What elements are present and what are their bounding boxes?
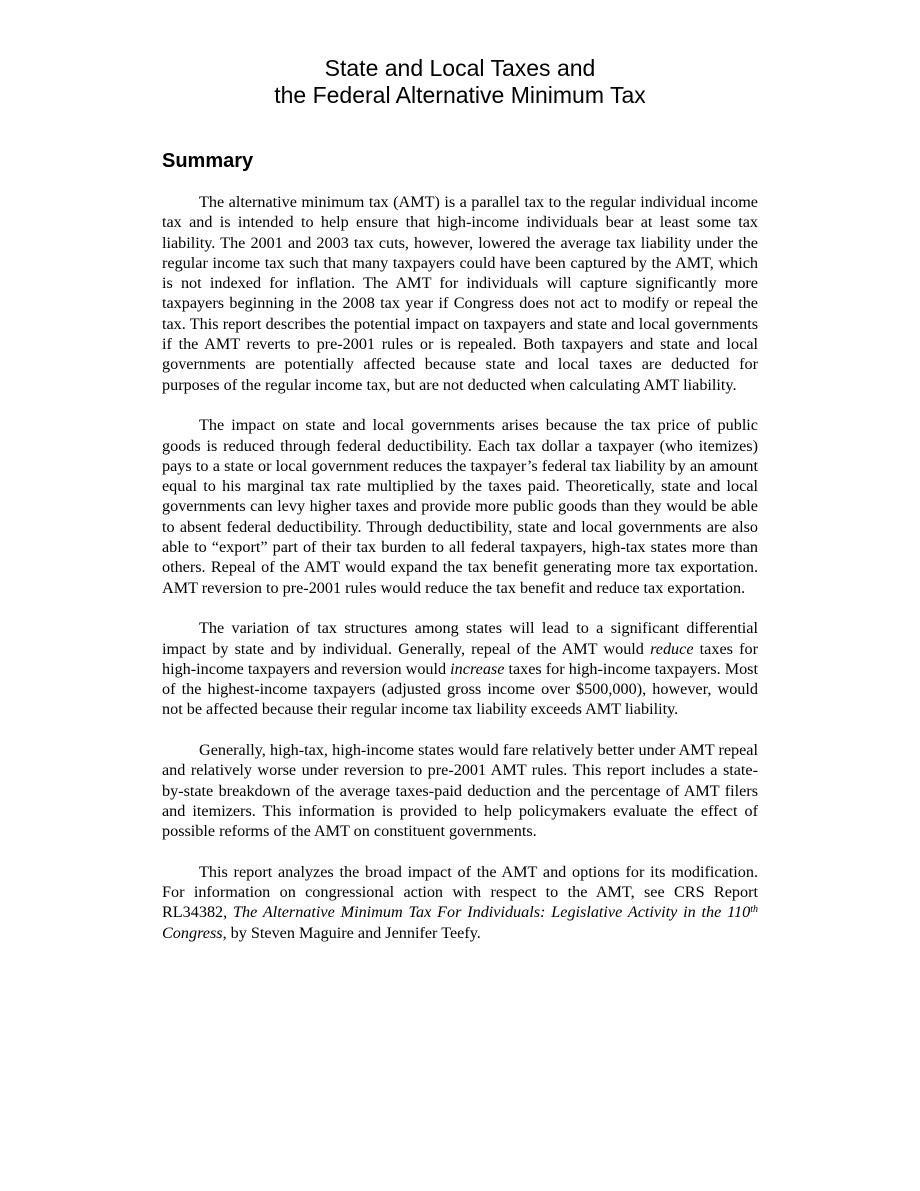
paragraph-4: Generally, high-tax, high-income states would fare relatively better under AMT repeal and relatively worse under reversion to pre-2001 AMT rules. This report includes a state-by-state breakdown of the average taxes-paid deduction and the percentage of AMT filers and itemizers. This information is provided to help policymakers evaluate the effect of possible reforms of the AMT on constituent governments. [162, 741, 758, 841]
title-line-2: the Federal Alternative Minimum Tax [274, 82, 646, 108]
paragraph-3-text-c: taxes for high-income taxpayers. Most of the highest-income taxpayers (adjusted gross income over $500,000), however, would not be affected because their regular income tax liability exceeds AMT liability. [162, 659, 758, 719]
paragraph-2: The impact on state and local governments arises because the tax price of public goods is reduced through federal deductibility. Each tax dollar a taxpayer (who itemizes) pays to a state or local government reduces the taxpayer’s federal tax liability by an amount equal to his marginal tax rate multiplied by the taxes paid. Theoretically, state and local governments can levy higher taxes and provide more public goods than they would be able to absent federal deductibility. Through deductibility, state and local governments are also able to “export” part of their tax burden to all federal taxpayers, high-tax states more than others. Repeal of the AMT would expand the tax benefit generating more tax exportation. AMT reversion to pre-2001 rules would reduce the tax benefit and reduce tax exportation. [162, 416, 758, 597]
document-title [0, 55, 920, 109]
title-line-1: State and Local Taxes and [324, 55, 596, 81]
paragraph-1: The alternative minimum tax (AMT) is a parallel tax to the regular individual income tax and is intended to help ensure that high-income individuals bear at least some tax liability. The 2001 and 2003 tax cuts, however, lowered the average tax liability under the regular income tax such that many taxpayers could have been captured by the AMT, which is not indexed for inflation. The AMT for individuals will capture significantly more taxpayers beginning in the 2008 tax year if Congress does not act to modify or repeal the tax. This report describes the potential impact on taxpayers and state and local governments if the AMT reverts to pre-2001 rules or is repealed. Both taxpayers and state and local governments are potentially affected because state and local taxes are deducted for purposes of the regular income tax, but are not deducted when calculating AMT liability. [162, 193, 758, 394]
emphasis-increase: increase [450, 659, 505, 678]
section-heading-summary: Summary [162, 150, 254, 172]
cited-title-part-a: The Alternative Minimum Tax For Individuals: Legislative Activity in the 110 [233, 903, 751, 922]
paragraph-3-text-b: taxes for high-income taxpayers and reversion would [162, 639, 758, 678]
paragraph-3-text-a: The variation of tax structures among states will lead to a significant differential impact by state and by individual. Generally, repeal of the AMT would [162, 619, 758, 658]
paragraph-5 [162, 862, 758, 943]
summary-body [162, 192, 758, 943]
paragraph-5-text-a: This report analyzes the broad impact of the AMT and options for its modification. For information on congressional action with respect to the AMT, see CRS Report RL34382, [162, 862, 758, 922]
paragraph-5-text-b: , by Steven Maguire and Jennifer Teefy. [222, 923, 481, 942]
emphasis-reduce: reduce [650, 639, 694, 658]
ordinal-superscript: th [750, 904, 758, 916]
paragraph-3 [162, 618, 758, 719]
cited-title-part-b: Congress [162, 923, 223, 942]
